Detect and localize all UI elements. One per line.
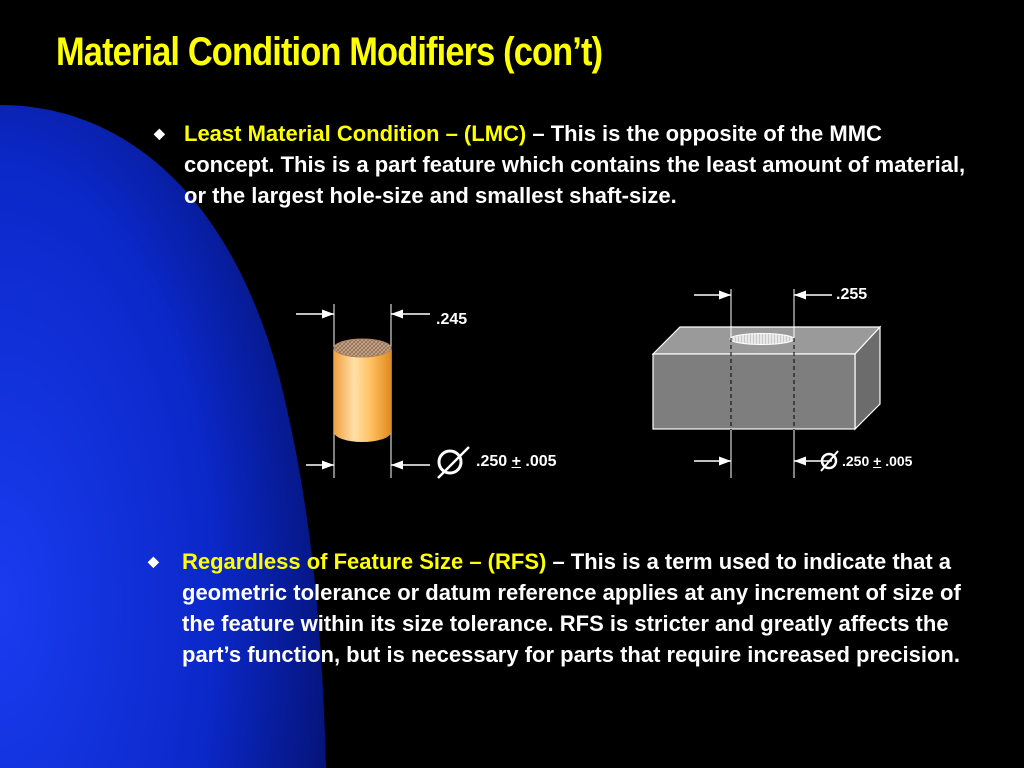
block-size-tolerance: [842, 453, 912, 469]
diamond-bullet-icon: ◆: [154, 125, 165, 141]
slide-title: Material Condition Modifiers (con’t): [56, 30, 603, 74]
block-plus-minus: +: [873, 453, 882, 469]
bullet-text-lmc: – This is the opposite of the MMC concept. This is a part feature which contains the least amount of material, or the largest hole-size and smallest shaft-size.: [184, 121, 966, 208]
bullet-text-rfs: – This is a term used to indicate that a geometric tolerance or datum reference applies at any increment of size of the feature within its size tolerance. RFS is stricter and greatly affects the part’s function, but is necessary for parts that require increased precision.: [182, 549, 961, 667]
block-figure: [653, 289, 880, 478]
shaft-size-tolerance: [476, 453, 557, 471]
shaft-tolerance: .005: [525, 453, 557, 470]
shaft-size-value: .250: [476, 453, 508, 470]
bullet-rfs: [148, 546, 982, 670]
block-upper-dimension: .255: [836, 286, 868, 303]
diamond-bullet-icon: ◆: [148, 553, 159, 569]
diameter-symbol-icon: [438, 447, 469, 478]
bullet-term-lmc: Least Material Condition – (LMC): [184, 121, 527, 146]
shaft-upper-dimension: .245: [436, 311, 468, 328]
block-size-value: .250: [842, 453, 870, 469]
shaft-plus-minus: +: [511, 453, 521, 470]
block-tolerance: .005: [885, 453, 913, 469]
shaft-figure: [296, 304, 430, 478]
bullet-term-rfs: Regardless of Feature Size – (RFS): [182, 549, 547, 574]
